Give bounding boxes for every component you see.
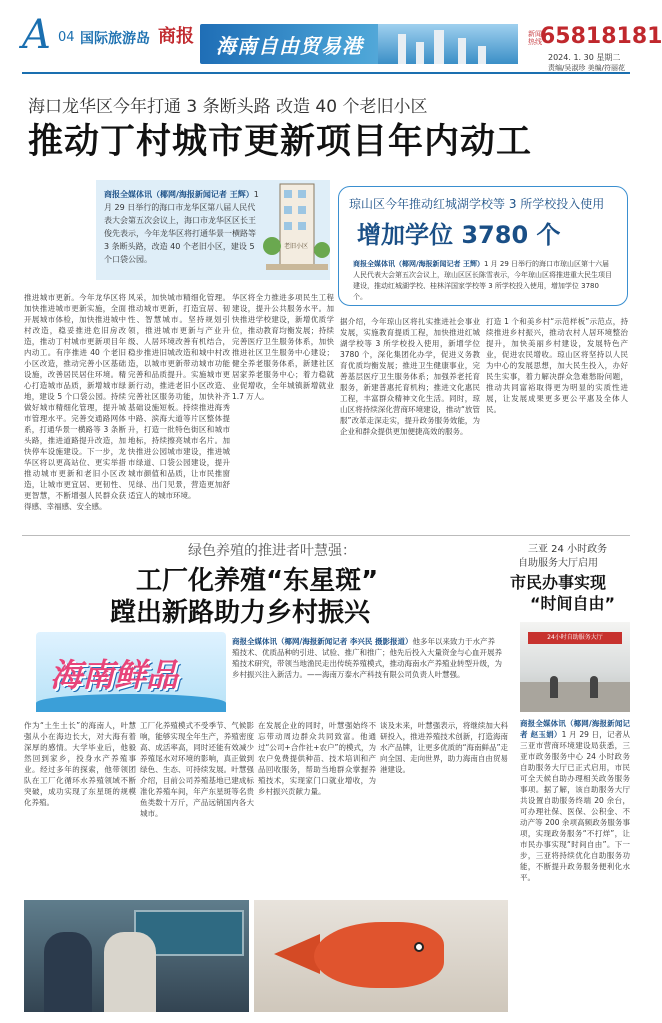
story1-column-1: 推进城市更新。今年龙华区将加快推进城市更新实施，全面开展城市体检，加快推进城中村改造，稳妥推进危旧房改造，推动丁村城市更新项目年内动工。有序推进 40 个老旧小区改造，推动完善小区基础设施，改善居民居住环境。精心打造城市品质，新增城市绿地，建设 5 个口袋公园。持续做好城市精细化管理，提升城市管理水平。完善交通路网体系，打通华景一横路等 3 条断头路，推进道路提升改造，加快停车设施建设。下一步，龙华区将以更高站位、更实举措推动城市更新和老旧小区改造，让城市更宜居、更韧性、更智慧，不断增强人民群众获得感、幸福感、安全感。 (24, 293, 126, 511)
side-story-lead-text: 1 月 29 日举行的海口市琼山区第十六届人民代表大会第五次会议上，琼山区区长陈雪表示，今年琼山区将推进重大民生项目建设，推动红城湖学校、桂林洋国家学校等 3 所学校投入使用，增加学位 3780 个。 (353, 260, 612, 301)
story1-lead-box (96, 180, 330, 280)
page-number: 04 (58, 30, 75, 45)
fish-eye (414, 942, 424, 952)
right-story-body (520, 718, 630, 1018)
editor-credits: 责编/吴淑珍 美编/符丽花 (548, 64, 625, 72)
right-story-headline-2: “时间自由” (530, 594, 616, 613)
side-story-kicker: 琼山区今年推动红城湖学校等 3 所学校投入使用 (349, 197, 605, 211)
story1-column-2: 风采，加快城市精细化管理。推动城市更新，打造宜居、韧性、智慧城市。坚持规划引领，推进城市更新与产业升级、人居环境改善有机结合，稳步推进旧城改造和城中村改造，以城市更新带动城市功能完善和品质提升。实施城市更新行动，推进老旧小区改造、完善社区服务功能，加快补齐基础设施短板。持续推进海秀中路、滨海大道等片区整体提升，打造一批特色街区和城市地标，持续擦亮城市名片。加快推进公园城市建设，推进城市绿道、口袋公园建设，提升城市颜值和品质，让市民推窗见绿、出门见景，营造更加舒适宜人的城市环境。 (128, 293, 230, 500)
story2-headline-line1: 工厂化养殖“东星斑” (136, 566, 379, 596)
hall-sign: 24小时自助服务大厅 (528, 632, 622, 644)
brand-name: 国际旅游岛 (80, 31, 150, 47)
section-banner (200, 24, 518, 64)
masthead-rule (22, 72, 630, 74)
illustration-label: 老旧小区 (283, 243, 309, 250)
issue-date: 2024. 1. 30 星期二 (548, 53, 621, 62)
side-story-box (338, 186, 628, 306)
story2-intro (232, 636, 502, 680)
hotline-number: 65818181 (540, 24, 662, 49)
story1-lead-byline: 商报全媒体讯（椰网/海报新闻记者 王辉） (104, 190, 254, 199)
story2-column-2: 工厂化养殖模式不受季节、气候影响，能够实现全年生产，养殖密度高、成活率高，同时还能有效减少养殖尾水对环境的影响，真正做到绿色、生态、可持续发展。叶慧强介绍，目前公司养殖基地已建成标准化养殖车间，年产东星斑等名贵鱼类数十万斤，产品远销国内各大城市。 (140, 721, 254, 818)
page-letter: A (22, 12, 51, 58)
story2-byline: 商报全媒体讯（椰网/海报新闻记者 李兴民 摄影报道） (232, 637, 413, 646)
farm-workers-photo (24, 900, 249, 1012)
story1-lead-text: 1 月 29 日举行的海口市龙华区第八届人民代表大会第五次会议上，海口市龙华区区长王俊先表示，今年龙华区将打通华景一横路等 3 条断头路，改造 40 个老旧小区，建设 5 个口袋公园。 (104, 190, 259, 264)
hall-floor (520, 682, 630, 712)
right-story-kicker-2: 自助服务大厅启用 (518, 558, 598, 569)
side-story-byline: 商报全媒体讯（椰网/海报新闻记者 王辉） (353, 260, 484, 268)
story2-headline-line2: 蹚出新路助力乡村振兴 (110, 598, 371, 628)
story1-headline: 推动丁村城市更新项目年内动工 (28, 122, 533, 162)
story1-lead (104, 188, 259, 266)
story1-column-3: 华区将全力推进多项民生工程建设，提升公共服务水平。加快推进学校建设，新增优质学位，推动教育均衡发展；持续完善医疗卫生服务体系，加快推进社区卫生服务中心建设；健全养老服务体系，新建社区居家养老服务中心；着力稳就业促增收，全年城镇新增就业 1.7 万人。 (232, 293, 334, 401)
side-story-headline: 增加学位 3780 个 (357, 221, 561, 249)
side-story-column-1: 据介绍，今年琼山区将扎实推进社会事业发展，实施教育提质工程，加快推进红城湖学校等 3 所学校投入使用，新增学位 3780 个，深化集团化办学，促进义务教育优质均衡发展；推进卫生健康事业，完善基层医疗卫生服务体系；加强养老托育服务，新建普惠托育机构；推进文化惠民工程，丰富群众精神文化生活。同时，琼山区将持续深化营商环境建设，推动“放管服”改革走深走实，提升政务服务效能，为企业和群众提供更加便捷高效的服务。 (340, 317, 480, 436)
person-figure (550, 676, 558, 698)
skyline-image (378, 24, 518, 64)
right-story-headline-1: 市民办事实现 (510, 573, 607, 592)
right-story-kicker-1: 三亚 24 小时政务 (528, 544, 608, 555)
fish-body (314, 922, 444, 988)
old-community-illustration (262, 166, 332, 274)
right-story-text: 1 月 29 日，记者从三亚市营商环境建设局获悉，三亚市政务服务中心 24 小时政务自助服务大厅已正式启用，市民可全天候自助办理相关政务服务事项。据了解，该自助服务大厅共设置自助服务终端 20 余台，可办理社保、医保、公积金、不动产等 200 余项高频政务服务事项，实现政务服务“不打烊”，让市民办事实现“时间自由”。下一步，三亚将持续优化自助服务功能，不断提升政务服务便利化水平。 (520, 730, 630, 882)
story2-column-1: 作为“土生土长”的海南人，叶慧强从小在海边长大，对大海有着深厚的感情。大学毕业后，他毅然回到家乡，投身水产养殖事业。经过多年的探索，他带领团队在工厂化循环水养殖领域不断突破，成功实现了东星斑的规模化养殖。 (24, 721, 136, 807)
worker-figure (44, 932, 92, 1012)
story2-intro-text: 他多年以来致力于水产养殖技术、优质品种的引进、试验、推广和推广；他先后投入大量资金与心血开展养殖技术研究，带领当地渔民走出传统养殖模式，推动海南水产养殖业转型升级，为乡村振兴注入新活力。——海南万泰水产科技有限公司负责人叶慧强。 (232, 637, 502, 679)
banner-title: 海南自由贸易港 (216, 34, 363, 58)
service-hall-photo (520, 622, 630, 712)
story2-column-3: 在发展企业的同时，叶慧强始终不忘带动周边群众共同致富。他通过“公司+合作社+农户”的模式，为农户免费提供种苗、技术培训和产品回收服务，帮助当地群众掌握养殖技术，实现家门口就业增收，为乡村振兴贡献力量。 (258, 721, 376, 796)
story2-column-4: 谈及未来，叶慧强表示，将继续加大科研投入，推进养殖技术创新，打造海南水产品牌，让更多优质的“海南鲜品”走向全国、走向世界，助力海南自由贸易港建设。 (380, 721, 508, 774)
worker-figure (104, 932, 156, 1012)
wave-graphic (36, 694, 226, 712)
red-grouper-photo (254, 900, 508, 1012)
right-story-byline: 商报全媒体讯（椰网/海报新闻记者 赵玉娟） (520, 719, 630, 739)
hainan-seafood-logo (36, 632, 226, 712)
side-story-column-2: 打造 1 个和美乡村“示范样板”示范点，持续推进乡村振兴，推动农村人居环境整治提升，加快美丽乡村建设，发展特色产业，促进农民增收。琼山区将坚持以人民为中心的发展思想，加大民生投入，办好民生实事，着力解决群众急难愁盼问题，推动共同富裕取得更为明显的实质性进展，让发展成果更多更公平惠及全体人民。 (486, 317, 628, 414)
hotline-label: 新闻热线 (528, 30, 542, 46)
story1-kicker: 海口龙华区今年打通 3 条断头路 改造 40 个老旧小区 (28, 97, 428, 117)
section-divider (22, 535, 630, 536)
person-figure (590, 676, 598, 698)
story2-kicker: 绿色养殖的推进者叶慧强： (188, 543, 356, 559)
side-story-lead (353, 259, 615, 303)
logo-text: 海南鲜品 (50, 656, 179, 694)
brand-accent: 商报 (158, 26, 194, 47)
